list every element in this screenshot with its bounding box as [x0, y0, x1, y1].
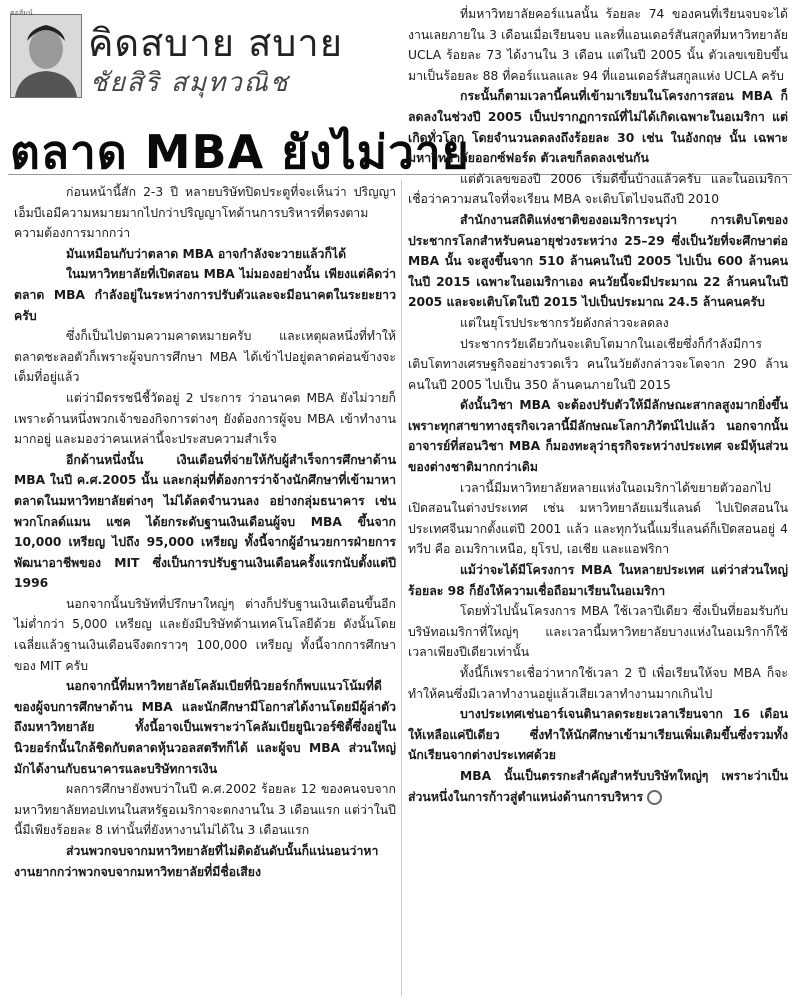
- paragraph: ประชากรวัยเดียวกันจะเติบโตมากในเอเชียซึ่งก็กำลังมีการเติบโตทางเศรษฐกิจอย่างรวดเร็ว คนในวัยดังกล่าวจะโตจาก 290 ล้านคนในปี 2005 ไปเป็น 350 ล้านคนภายในปี 2015: [408, 336, 788, 392]
- paragraph: มันเหมือนกับว่าตลาด MBA อาจกำลังจะวายแล้วก็ได้: [66, 246, 347, 261]
- article-headline: ตลาด MBA ยังไม่วาย: [10, 125, 470, 179]
- author-name: ชัยสิริ สมุทวณิช: [90, 68, 290, 98]
- column-header: [10, 8, 385, 108]
- paragraph: แต่ตัวเลขของปี 2006 เริ่มดีขึ้นบ้างแล้วครับ และในอเมริกาเชื่อว่าความสนใจที่จะเรียน MBA จะเติบโตไปจนถึงปี 2010: [408, 171, 788, 207]
- paragraph: นอกจากนี้ที่มหาวิทยาลัยโคลัมเบียที่นิวยอร์กก็พบแนวโน้มที่ดีของผู้จบการศึกษาด้าน MBA และนักศึกษามีโอกาสได้งานโดยมีผู้ล่าตัวถึงมหาวิทยาลัย ทั้งนี้อาจเป็นเพราะว่าโคลัมเบียยูนิเวอร์ซิตี้ซึ่งอยู่ในนิวยอร์กนั้นใกล้ชิดกับตลาดหุ้นวอลสตรีทก็ได้ และผู้จบ MBA ส่วนใหญ่มักได้งานกับธนาคารและบริษัทการเงิน: [14, 679, 396, 776]
- end-of-article-icon: [647, 790, 662, 805]
- paragraph: ในมหาวิทยาลัยที่เปิดสอน MBA ไม่มองอย่างนั้น เพียงแต่คิดว่าตลาด MBA กำลังอยู่ในระหว่างการปรับตัวและจะมีอนาคตในระยะยาวครับ: [14, 267, 396, 323]
- left-column: [14, 182, 396, 882]
- author-portrait-icon: [11, 15, 81, 97]
- paragraph: อีกด้านหนึ่งนั้น เงินเดือนที่จ่ายให้กับผู้สำเร็จการศึกษาด้าน MBA ในปี ค.ศ.2005 นั้น และกลุ่มที่ต้องการว่าจ้างนักศึกษาที่เข้ามาหาตลาดในมหาวิทยาลัยต่างๆ ไม่ได้ลดจำนวนลง อย่างกลุ่มธนาคาร เช่น พวกโกลด์แมน แซค ได้ยกระดับฐานเงินเดือนผู้จบ MBA ขึ้นจาก 10,000 เหรียญ ไปถึง 95,000 เหรียญ ทั้งนี้จากผู้อำนวยการฝ่ายการพัฒนาอาชีพของ MIT ซึ่งเป็นการปรับฐานเงินเดือนครั้งแรกนับตั้งแต่ปี 1996: [14, 452, 396, 591]
- paragraph: นอกจากนั้นบริษัทที่ปรึกษาใหญ่ๆ ต่างก็ปรับฐานเงินเดือนขึ้นอีกไม่ต่ำกว่า 5,000 เหรียญ และยังมีบริษัทด้านเทคโนโลยีด้วย ดังนั้นโดยเฉลี่ยแล้วฐานเงินเดือนจึงตกราวๆ 100,000 เหรียญ ทั้งนี้จากการศึกษาของ MIT ครับ: [14, 596, 396, 673]
- paragraph: กระนั้นก็ตามเวลานี้คนที่เข้ามาเรียนในโครงการสอน MBA ก็ลดลงในช่วงปี 2005 เป็นปรากฏการณ์ที่ไม่ได้เกิดเฉพาะในอเมริกา แต่เกิดทั่วโลก โดยจำนวนลดลงถึงร้อยละ 30 เช่น ในอังกฤษ นั้น เฉพาะมหาวิทยาลัยออกซ์ฟอร์ด ตัวเลขก็ลดลงเช่นกัน: [408, 89, 788, 166]
- paragraph: ส่วนพวกจบจากมหาวิทยาลัยที่ไม่ติดอันดับนั้นก็แน่นอนว่าหางานยากกว่าพวกจบจากมหาวิทยาลัยที่มีชื่อเสียง: [14, 844, 379, 879]
- author-photo: [10, 14, 82, 98]
- paragraph: สำนักงานสถิติแห่งชาติของอเมริการะบุว่า การเติบโตของประชากรโลกสำหรับคนอายุช่วงระหว่าง 25–29 ซึ่งเป็นวัยที่จะศึกษาต่อ MBA นั้น จะสูงขึ้นจาก 510 ล้านคนในปี 2005 ไปเป็น 600 ล้านคน ในปี 2015 เฉพาะในอเมริกาเอง คนวัยนี้จะมีประมาณ 22 ล้านคนในปี 2005 และจะเติบโตในปี 2015 ไปเป็นประมาณ 24.5 ล้านคนครับ: [408, 212, 788, 310]
- right-column: [408, 4, 788, 807]
- paragraph: MBA นั้นเป็นตรรกะสำคัญสำหรับบริษัทใหญ่ๆ เพราะว่าเป็นส่วนหนึ่งในการก้าวสู่ตำแหน่งด้านการบริหาร: [408, 768, 788, 804]
- paragraph: ก่อนหน้านี้สัก 2-3 ปี หลายบริษัทปิดประตูที่จะเห็นว่า ปริญญาเอ็มบีเอมีความหมายมากไปกว่าปริญญาโทด้านการบริหารที่ตรงตามความต้องการมากกว่า: [14, 185, 396, 241]
- paragraph: ทั้งนี้ก็เพราะเชื่อว่าหากใช้เวลา 2 ปี เพื่อเรียนให้จบ MBA ก็จะทำให้คนซึ่งมีเวลาทำงานอยู่แล้วเสียเวลาทำงานมากเกินไป: [408, 666, 788, 701]
- paragraph: แต่ในยุโรปประชากรวัยดังกล่าวจะลดลง: [460, 315, 669, 330]
- paragraph: โดยทั่วไปนั้นโครงการ MBA ใช้เวลาปีเดียว ซึ่งเป็นที่ยอมรับกับบริษัทอเมริกาที่ใหญ่ๆ และเวลานี้มหาวิทยาลัยบางแห่งในอเมริกาก็ใช้เวลาเพียงปีเดียวเท่านั้น: [408, 604, 788, 660]
- paragraph: ดังนั้นวิชา MBA จะต้องปรับตัวให้มีลักษณะสากลสูงมากยิ่งขึ้น เพราะทุกสาขาทางธุรกิจเวลานี้มีลักษณะโลกาภิวัตน์ไปแล้ว นอกจากนั้นอาจารย์ที่สอนวิชา MBA ก็มองทะลุว่าธุรกิจระหว่างประเทศ จะมีหุ้นส่วนของต่างชาติมากกว่าเดิม: [408, 398, 788, 475]
- paragraph: ผลการศึกษายังพบว่าในปี ค.ศ.2002 ร้อยละ 12 ของคนจบจากมหาวิทยาลัยทอปเทนในสหรัฐอเมริกาจะตกงานใน 3 เดือนแรก แต่ว่าในปีนี้มีเพียงร้อยละ 8 เท่านั้นที่ยังหางานไม่ได้ใน 3 เดือนแรก: [14, 782, 396, 838]
- paragraph: ซึ่งก็เป็นไปตามความคาดหมายครับ และเหตุผลหนึ่งที่ทำให้ตลาดชะลอตัวก็เพราะผู้จบการศึกษา MBA ได้เข้าไปอยู่ตลาดค่อนข้างจะเต็มที่อยู่แล้ว: [14, 329, 396, 385]
- column-label: คอลัมน์: [10, 9, 33, 17]
- column-title: คิดสบาย สบาย: [88, 21, 344, 65]
- paragraph: เวลานี้มีมหาวิทยาลัยหลายแห่งในอเมริกาได้ขยายตัวออกไปเปิดสอนในต่างประเทศ เช่น มหาวิทยาลัยแมรี่แลนด์ ไปเปิดสอนในประเทศจีนมากตั้งแต่ปี 2001 แล้ว และทุกวันนี้แมรี่แลนด์ก็เปิดสอนอยู่ 4 ทวีป คือ อเมริกาเหนือ, ยุโรป, เอเชีย และแอฟริกา: [408, 480, 788, 557]
- column-divider: [401, 180, 402, 996]
- paragraph: แม้ว่าจะได้มีโครงการ MBA ในหลายประเทศ แต่ว่าส่วนใหญ่ร้อยละ 98 ก็ยังให้ความเชื่อถือมาเรียนในอเมริกา: [408, 563, 788, 598]
- paragraph: ที่มหาวิทยาลัยคอร์แนลนั้น ร้อยละ 74 ของคนที่เรียนจบจะได้งานเลยภายใน 3 เดือนเมื่อเรียนจบ และที่แอนเดอร์สันสกูลที่มหาวิทยาลัย UCLA ร้อยละ 73 ได้งานใน 3 เดือน แต่ในปี 2005 นั้น ตัวเลขเขยิบขึ้นมาเป็นร้อยละ 88 ที่คอร์แนลและ 94 ที่แอนเดอร์สันสกูลแห่ง UCLA ครับ: [408, 7, 788, 83]
- paragraph: บางประเทศเช่นอาร์เจนตินาลดระยะเวลาเรียนจาก 16 เดือนให้เหลือแค่ปีเดียว ซึ่งทำให้นักศึกษาเข้ามาเรียนเพิ่มเติมขึ้นซึ่งรวมทั้งนักเรียนจากต่างประเทศด้วย: [408, 707, 788, 763]
- paragraph: แต่ว่ามีดรรชนีชี้วัดอยู่ 2 ประการ ว่าอนาคต MBA ยังไม่วายก็เพราะด้านหนึ่งพวกเจ้าของกิจการต่างๆ ยังต้องการผู้จบ MBA เข้าทำงานมากอยู่ และมองว่าคนเหล่านี้จะประสบความสำเร็จ: [14, 390, 396, 447]
